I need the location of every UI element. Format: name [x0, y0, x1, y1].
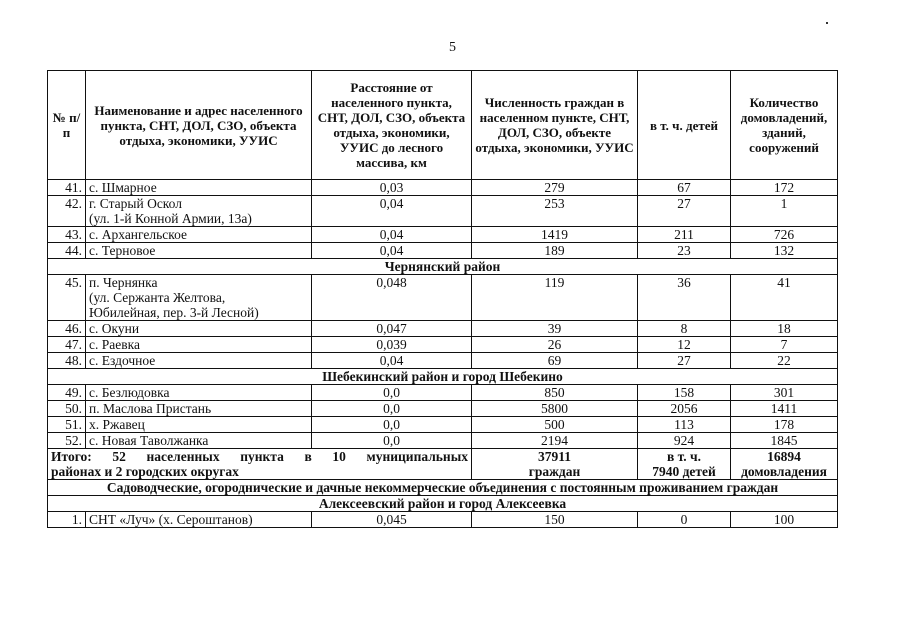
table-row — [48, 353, 838, 369]
row-name-line: с. Шмарное — [89, 180, 157, 195]
total-children-value: 7940 детей — [652, 464, 716, 479]
row-name-line: г. Старый Оскол — [89, 196, 182, 211]
row-distance: 0,047 — [312, 321, 472, 337]
row-number: 1. — [48, 512, 86, 528]
table-row — [48, 417, 838, 433]
row-population: 5800 — [472, 401, 638, 417]
row-name — [86, 385, 312, 401]
rows-group-c — [48, 385, 838, 449]
row-children: 8 — [638, 321, 731, 337]
total-row — [48, 449, 838, 480]
row-name — [86, 180, 312, 196]
row-population: 1419 — [472, 227, 638, 243]
snt-heading-row — [48, 480, 838, 496]
row-children: 27 — [638, 196, 731, 227]
row-number: 45. — [48, 275, 86, 321]
section-alekseevka: Алексеевский район и город Алексеевка — [48, 496, 838, 512]
row-households: 1845 — [731, 433, 838, 449]
row-children: 36 — [638, 275, 731, 321]
row-number: 42. — [48, 196, 86, 227]
row-name — [86, 227, 312, 243]
row-name-line: с. Ездочное — [89, 353, 156, 368]
row-number: 50. — [48, 401, 86, 417]
header-households: Количество домовладений, зданий, сооружений — [731, 71, 838, 180]
row-children: 924 — [638, 433, 731, 449]
row-distance: 0,0 — [312, 401, 472, 417]
row-distance: 0,039 — [312, 337, 472, 353]
row-number: 48. — [48, 353, 86, 369]
row-number: 44. — [48, 243, 86, 259]
row-population: 39 — [472, 321, 638, 337]
row-population: 150 — [472, 512, 638, 528]
total-children-prefix: в т. ч. — [666, 449, 702, 464]
row-population: 253 — [472, 196, 638, 227]
row-population: 119 — [472, 275, 638, 321]
row-name — [86, 243, 312, 259]
row-name — [86, 433, 312, 449]
row-households: 18 — [731, 321, 838, 337]
row-name — [86, 337, 312, 353]
row-children: 67 — [638, 180, 731, 196]
row-name — [86, 196, 312, 227]
row-households: 1 — [731, 196, 838, 227]
scan-mark — [826, 22, 828, 24]
row-name — [86, 353, 312, 369]
row-number: 41. — [48, 180, 86, 196]
row-name-line: (ул. 1-й Конной Армии, 13а) — [89, 211, 252, 226]
row-households: 178 — [731, 417, 838, 433]
row-number: 46. — [48, 321, 86, 337]
section-chernyanka: Чернянский район — [48, 259, 838, 275]
row-number: 49. — [48, 385, 86, 401]
row-number: 47. — [48, 337, 86, 353]
row-name-line: с. Окуни — [89, 321, 140, 336]
table-row — [48, 401, 838, 417]
row-name — [86, 401, 312, 417]
total-children — [638, 449, 731, 480]
table-row — [48, 512, 838, 528]
row-distance: 0,045 — [312, 512, 472, 528]
table-row — [48, 275, 838, 321]
row-population: 189 — [472, 243, 638, 259]
total-label-line1: Итого: 52 населенных пункта в 10 муниципальных — [51, 449, 468, 464]
total-label — [48, 449, 472, 480]
header-population: Численность граждан в населенном пункте, СНТ, ДОЛ, СЗО, объекте отдыха, экономики, УУИС — [472, 71, 638, 180]
row-name-line: с. Терновое — [89, 243, 156, 258]
row-name — [86, 275, 312, 321]
total-households — [731, 449, 838, 480]
snt-heading: Садоводческие, огороднические и дачные некоммерческие объединения с постоянным проживанием граждан — [48, 480, 838, 496]
total-population — [472, 449, 638, 480]
row-households: 132 — [731, 243, 838, 259]
row-children: 0 — [638, 512, 731, 528]
section-row — [48, 496, 838, 512]
row-households: 100 — [731, 512, 838, 528]
table-row — [48, 337, 838, 353]
row-households: 1411 — [731, 401, 838, 417]
row-name — [86, 512, 312, 528]
row-children: 211 — [638, 227, 731, 243]
row-distance: 0,04 — [312, 196, 472, 227]
row-name-line: х. Ржавец — [89, 417, 145, 432]
row-children: 158 — [638, 385, 731, 401]
row-population: 26 — [472, 337, 638, 353]
row-number: 51. — [48, 417, 86, 433]
row-name-line: с. Архангельское — [89, 227, 188, 242]
total-population-unit: граждан — [528, 464, 581, 479]
table-row — [48, 196, 838, 227]
row-name-line: п. Маслова Пристань — [89, 401, 212, 416]
row-children: 27 — [638, 353, 731, 369]
row-name-line: Юбилейная, пер. 3-й Лесной) — [89, 305, 259, 320]
table-header-row — [48, 71, 838, 180]
row-distance: 0,04 — [312, 227, 472, 243]
row-children: 12 — [638, 337, 731, 353]
row-distance: 0,0 — [312, 433, 472, 449]
section-shebekino: Шебекинский район и город Шебекино — [48, 369, 838, 385]
header-num: № п/п — [48, 71, 86, 180]
row-population: 279 — [472, 180, 638, 196]
row-name-line: с. Безлюдовка — [89, 385, 170, 400]
rows-group-a — [48, 180, 838, 259]
total-population-value: 37911 — [537, 449, 571, 464]
total-label-line2: районах и 2 городских округах — [51, 464, 239, 479]
table-row — [48, 227, 838, 243]
rows-group-b — [48, 275, 838, 369]
row-name — [86, 321, 312, 337]
row-number: 52. — [48, 433, 86, 449]
row-distance: 0,03 — [312, 180, 472, 196]
section-row — [48, 369, 838, 385]
row-children: 23 — [638, 243, 731, 259]
settlements-table — [47, 70, 838, 528]
row-population: 69 — [472, 353, 638, 369]
row-distance: 0,04 — [312, 243, 472, 259]
row-distance: 0,0 — [312, 385, 472, 401]
row-children: 2056 — [638, 401, 731, 417]
table-row — [48, 321, 838, 337]
row-name-line: СНТ «Луч» (х. Сероштанов) — [89, 512, 253, 527]
total-households-unit: домовладения — [741, 464, 827, 479]
row-households: 726 — [731, 227, 838, 243]
header-name: Наименование и адрес населенного пункта, СНТ, ДОЛ, СЗО, объекта отдыха, экономики, УУИС — [86, 71, 312, 180]
row-households: 301 — [731, 385, 838, 401]
row-name-line: с. Новая Таволжанка — [89, 433, 209, 448]
page-number: 5 — [449, 40, 456, 55]
row-name — [86, 417, 312, 433]
row-households: 22 — [731, 353, 838, 369]
row-name-line: п. Чернянка — [89, 275, 158, 290]
row-households: 41 — [731, 275, 838, 321]
row-distance: 0,048 — [312, 275, 472, 321]
header-distance: Расстояние от населенного пункта, СНТ, ДОЛ, СЗО, объекта отдыха, экономики, УУИС до лесного массива, км — [312, 71, 472, 180]
total-households-value: 16894 — [767, 449, 801, 464]
row-name-line: с. Раевка — [89, 337, 140, 352]
row-distance: 0,04 — [312, 353, 472, 369]
table-row — [48, 180, 838, 196]
rows-group-d — [48, 512, 838, 528]
table-row — [48, 433, 838, 449]
row-population: 2194 — [472, 433, 638, 449]
row-households: 172 — [731, 180, 838, 196]
row-households: 7 — [731, 337, 838, 353]
row-name-line: (ул. Сержанта Желтова, — [89, 290, 226, 305]
table-row — [48, 243, 838, 259]
row-distance: 0,0 — [312, 417, 472, 433]
row-children: 113 — [638, 417, 731, 433]
row-population: 850 — [472, 385, 638, 401]
row-number: 43. — [48, 227, 86, 243]
header-children: в т. ч. детей — [638, 71, 731, 180]
table-row — [48, 385, 838, 401]
row-population: 500 — [472, 417, 638, 433]
section-row — [48, 259, 838, 275]
